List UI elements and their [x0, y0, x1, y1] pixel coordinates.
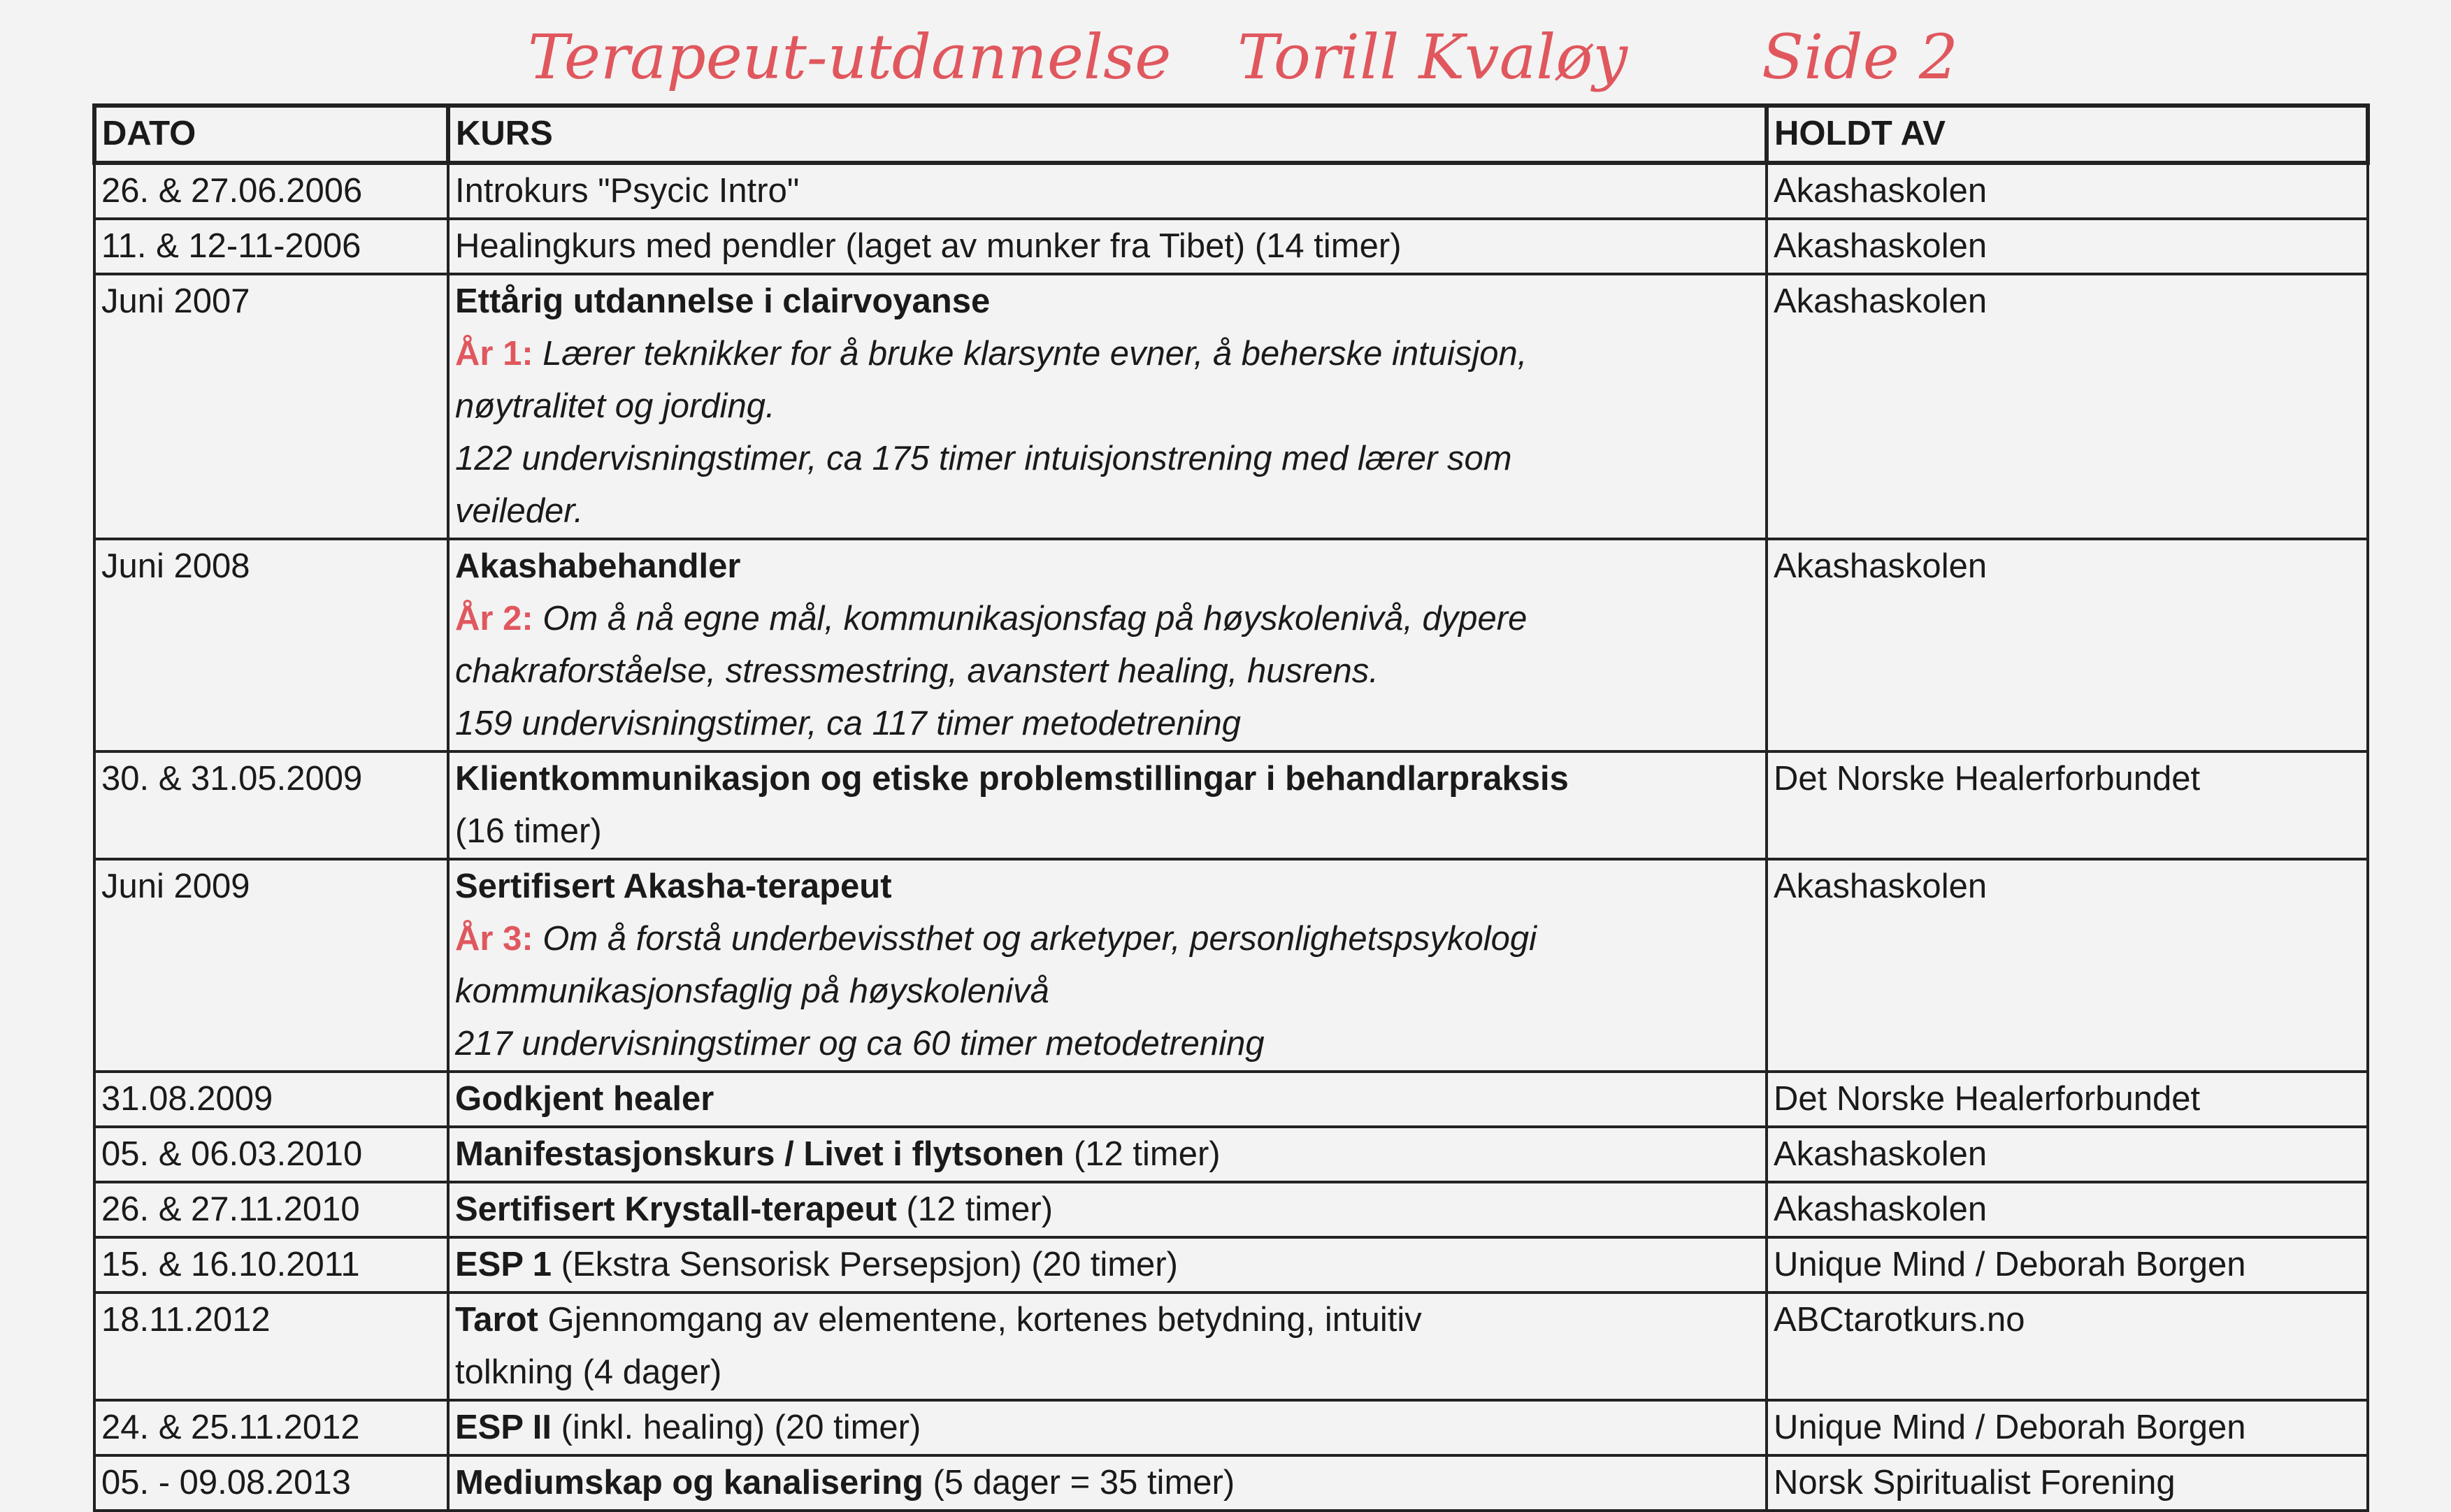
cell-held-by: Akashaskolen	[1767, 163, 2368, 219]
cell-date: 24. & 25.11.2012	[94, 1400, 448, 1455]
cell-course	[448, 1400, 1767, 1455]
cell-held-by: Akashaskolen	[1767, 1127, 2368, 1182]
cell-date: 11. & 12-11-2006	[94, 219, 448, 274]
cell-held-by: Det Norske Healerforbundet	[1767, 751, 2368, 859]
cell-held-by: Akashaskolen	[1767, 539, 2368, 751]
course-detail-line	[455, 1346, 1760, 1399]
course-detail-line	[455, 433, 1760, 485]
course-title: ESP 1	[455, 1246, 552, 1283]
year-label: År 1:	[455, 335, 543, 373]
course-title: Tarot	[455, 1301, 538, 1339]
cell-course	[448, 163, 1767, 219]
column-header-date: DATO	[94, 106, 448, 163]
table-row	[94, 1072, 2368, 1127]
detail-text: tolkning (4 dager)	[455, 1353, 722, 1391]
page-number: Side 2	[1762, 21, 1958, 93]
cell-course	[448, 539, 1767, 751]
cell-course	[448, 1293, 1767, 1400]
course-title: Manifestasjonskurs / Livet i flytsonen	[455, 1135, 1065, 1173]
course-detail-line	[455, 698, 1760, 750]
cell-held-by: Unique Mind / Deborah Borgen	[1767, 1400, 2368, 1455]
course-heading	[455, 1073, 1760, 1125]
course-title: Akashabehandler	[455, 547, 741, 585]
course-note: (12 timer)	[896, 1190, 1054, 1228]
cell-date: Juni 2007	[94, 274, 448, 539]
course-heading	[455, 1183, 1760, 1236]
author-name: Torill Kvaløy	[1237, 21, 1628, 93]
cell-date: Juni 2008	[94, 539, 448, 751]
detail-text: kommunikasjonsfaglig på høyskolenivå	[455, 972, 1049, 1010]
table-row	[94, 1455, 2368, 1511]
detail-text: nøytralitet og jording.	[455, 387, 775, 425]
course-detail-line	[455, 593, 1760, 645]
cell-held-by: Norsk Spiritualist Forening	[1767, 1455, 2368, 1511]
page-header	[0, 15, 2451, 99]
detail-text: Lærer teknikker for å bruke klarsynte evner, å beherske intuisjon,	[542, 335, 1528, 373]
course-detail-line	[455, 1018, 1760, 1070]
course-heading	[455, 861, 1760, 913]
table-row	[94, 1182, 2368, 1237]
course-heading	[455, 165, 1760, 217]
course-note: Gjennomgang av elementene, kortenes betydning, intuitiv	[538, 1301, 1422, 1339]
course-note: (12 timer)	[1064, 1135, 1221, 1173]
course-heading	[455, 753, 1760, 805]
course-detail-line	[455, 485, 1760, 538]
detail-text: 217 undervisningstimer og ca 60 timer metodetrening	[455, 1025, 1265, 1063]
course-table	[92, 103, 2370, 1512]
table-row	[94, 274, 2368, 539]
course-note: (inkl. healing) (20 timer)	[552, 1409, 921, 1446]
table-row	[94, 751, 2368, 859]
detail-text: 122 undervisningstimer, ca 175 timer intuisjonstrening med lærer som	[455, 440, 1512, 477]
cell-date: 31.08.2009	[94, 1072, 448, 1127]
course-heading	[455, 540, 1760, 593]
table-row	[94, 859, 2368, 1072]
cell-held-by: Akashaskolen	[1767, 219, 2368, 274]
course-note: Healingkurs med pendler (laget av munker fra Tibet) (14 timer)	[455, 227, 1402, 265]
cell-course	[448, 751, 1767, 859]
course-heading	[455, 1402, 1760, 1454]
cell-held-by: ABCtarotkurs.no	[1767, 1293, 2368, 1400]
course-heading	[455, 1457, 1760, 1509]
table-row	[94, 1237, 2368, 1293]
document-title: Terapeut-utdannelse	[528, 21, 1172, 93]
cell-date: 05. - 09.08.2013	[94, 1455, 448, 1511]
cell-held-by: Det Norske Healerforbundet	[1767, 1072, 2368, 1127]
detail-text: veileder.	[455, 492, 584, 530]
course-heading	[455, 1128, 1760, 1181]
cell-course	[448, 1127, 1767, 1182]
table-row	[94, 163, 2368, 219]
course-heading	[455, 220, 1760, 273]
course-title: Sertifisert Akasha-terapeut	[455, 867, 892, 905]
cell-held-by: Akashaskolen	[1767, 859, 2368, 1072]
course-detail-line	[455, 913, 1760, 965]
course-detail-line	[455, 965, 1760, 1018]
course-heading	[455, 1239, 1760, 1291]
course-note: Introkurs "Psycic Intro"	[455, 172, 800, 210]
course-detail-line	[455, 645, 1760, 698]
cell-date: 30. & 31.05.2009	[94, 751, 448, 859]
table-row	[94, 1127, 2368, 1182]
detail-text: Om å nå egne mål, kommunikasjonsfag på høyskolenivå, dypere	[542, 600, 1528, 638]
course-heading	[455, 275, 1760, 328]
cell-course	[448, 274, 1767, 539]
cell-date: Juni 2009	[94, 859, 448, 1072]
table-row	[94, 1293, 2368, 1400]
course-heading	[455, 1294, 1760, 1346]
detail-text: (16 timer)	[455, 812, 602, 850]
year-label: År 3:	[455, 920, 543, 958]
cell-held-by: Unique Mind / Deborah Borgen	[1767, 1237, 2368, 1293]
column-header-held-by: HOLDT AV	[1767, 106, 2368, 163]
course-note: (5 dager = 35 timer)	[923, 1464, 1235, 1502]
cell-course	[448, 1182, 1767, 1237]
course-detail-line	[455, 328, 1760, 380]
course-title: Mediumskap og kanalisering	[455, 1464, 923, 1502]
cell-course	[448, 859, 1767, 1072]
cell-date: 18.11.2012	[94, 1293, 448, 1400]
table-row	[94, 219, 2368, 274]
year-label: År 2:	[455, 600, 543, 638]
column-header-course: KURS	[448, 106, 1767, 163]
cell-date: 05. & 06.03.2010	[94, 1127, 448, 1182]
course-title: Godkjent healer	[455, 1080, 714, 1118]
course-title: ESP II	[455, 1409, 552, 1446]
course-title: Ettårig utdannelse i clairvoyanse	[455, 282, 991, 320]
detail-text: chakraforståelse, stressmestring, avanstert healing, husrens.	[455, 652, 1379, 690]
cell-date: 26. & 27.11.2010	[94, 1182, 448, 1237]
cell-date: 15. & 16.10.2011	[94, 1237, 448, 1293]
cell-course	[448, 1237, 1767, 1293]
cell-date: 26. & 27.06.2006	[94, 163, 448, 219]
table-row	[94, 1400, 2368, 1455]
detail-text: 159 undervisningstimer, ca 117 timer metodetrening	[455, 705, 1241, 742]
table-header-row	[94, 106, 2368, 163]
cell-held-by: Akashaskolen	[1767, 1182, 2368, 1237]
course-note: (Ekstra Sensorisk Persepsjon) (20 timer)	[552, 1246, 1178, 1283]
course-title: Klientkommunikasjon og etiske problemstillingar i behandlarpraksis	[455, 760, 1569, 798]
cell-course	[448, 1072, 1767, 1127]
course-title: Sertifisert Krystall-terapeut	[455, 1190, 897, 1228]
cell-course	[448, 219, 1767, 274]
table-row	[94, 539, 2368, 751]
course-detail-line	[455, 805, 1760, 858]
cell-course	[448, 1455, 1767, 1511]
course-detail-line	[455, 380, 1760, 433]
cell-held-by: Akashaskolen	[1767, 274, 2368, 539]
detail-text: Om å forstå underbevissthet og arketyper, personlighetspsykologi	[542, 920, 1537, 958]
